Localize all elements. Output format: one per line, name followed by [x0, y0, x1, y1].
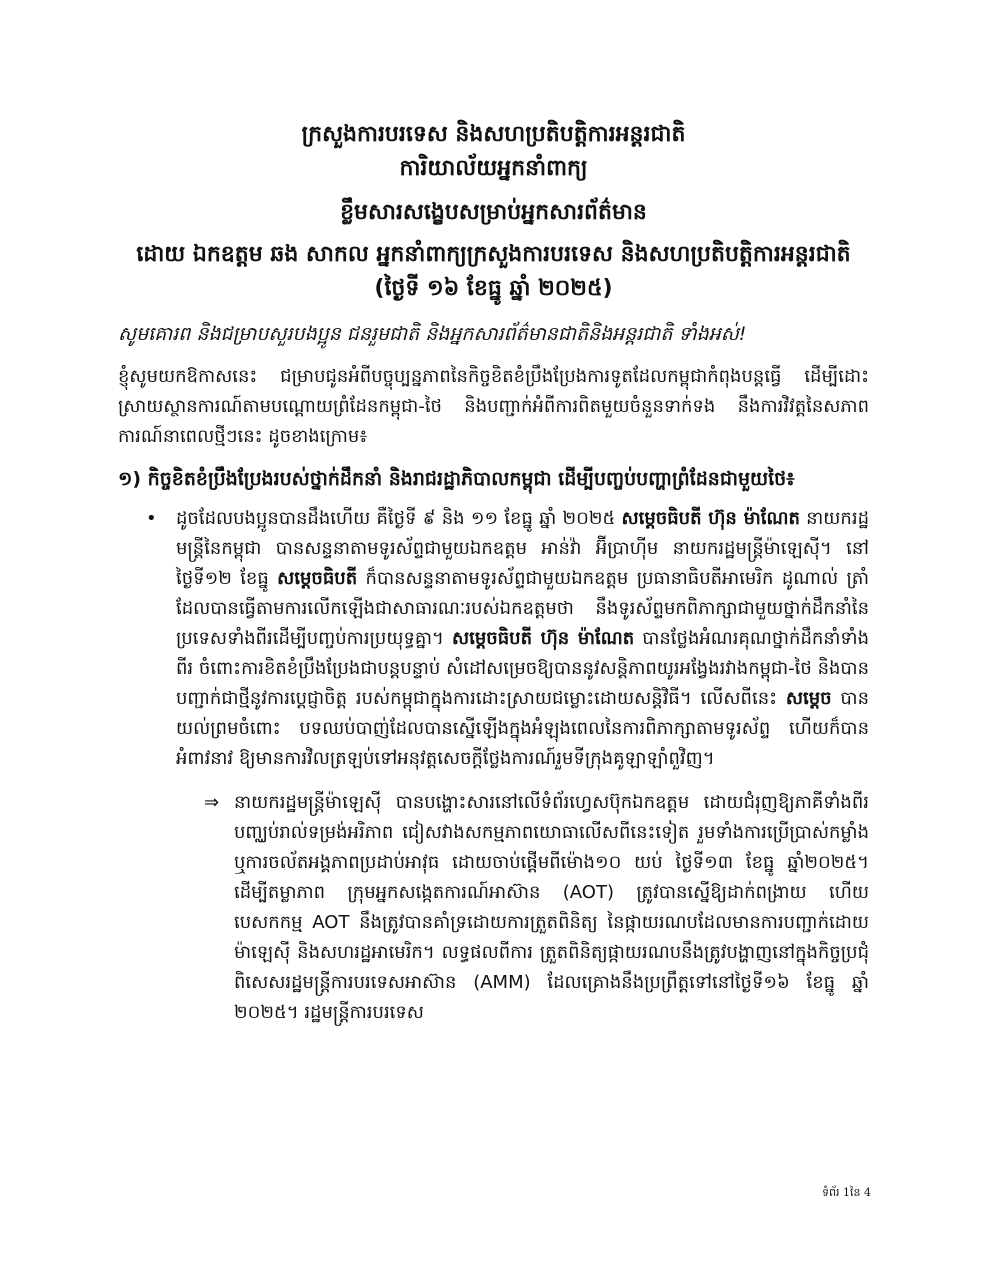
- bullet-item: [146, 504, 869, 774]
- sub-item: [204, 788, 869, 1028]
- byline: ដោយ ឯកឧត្តម ឆង សាកល អ្នកនាំពាក្យក្រសួងការបរទេស និងសហប្រតិបត្តិការអន្តរជាតិ: [136, 242, 851, 267]
- document-date: (ថ្ងៃទី ១៦ ខែធ្នូ ឆ្នាំ ២០២៥): [374, 276, 613, 301]
- intro-paragraph: ខ្ញុំសូមយកឱកាសនេះ ជម្រាបជូនអំពីបច្ចុប្បន្នភាពនៃកិច្ចខិតខំប្រឹងប្រែងការទូតដែលកម្ពុជាកំពុងបន្តធ្វើ ដើម្បីដោះស្រាយស្ថានការណ៍តាមបណ្ដោយព្រំដែនកម្ពុជា-ថៃ និងបញ្ជាក់អំពីការពិតមួយចំនួនទាក់ទង នឹងការវិវត្តនៃសភាពការណ៍នាពេលថ្មីៗនេះ ដូចខាងក្រោម៖: [118, 366, 869, 447]
- office-name: ការិយាល័យអ្នកនាំពាក្យ: [399, 156, 588, 181]
- arrow-icon: ⇒: [204, 792, 220, 813]
- bullet-bold-2: សម្ដេចធិបតី: [277, 568, 358, 589]
- bullet-text-3: ក៏បានសន្ទនាតាមទូរស័ព្ទជាមួយឯកឧត្តម ប្រធានាធិបតីអាមេរិក ដូណាល់ ត្រាំ ដែលបានធ្វើតាមការលើកឡើងជាសាធារណៈរបស់ឯកឧត្តមថា នឹងទូរស័ព្ទមកពិភាក្សាជាមួយថ្នាក់ដឹកនាំនៃប្រទេសទាំងពីរដើម្បីបញ្ចប់ការប្រយុទ្ធគ្នា។: [176, 568, 869, 649]
- bullet-marker: •: [146, 508, 157, 529]
- sub-item-text: នាយករដ្ឋមន្ត្រីម៉ាឡេស៊ី បានបង្ហោះសារនៅលើទំព័រហ្វេសប៊ុកឯកឧត្តម ដោយជំរុញឱ្យភាគីទាំងពីរបញ្ឈប់រាល់ទម្រង់អរិភាព ជៀសវាងសកម្មភាពយោធាលើសពីនេះទៀត រួមទាំងការប្រើប្រាស់កម្លាំង ឬការចល័តអង្គភាពប្រដាប់អាវុធ ដោយចាប់ផ្ដើមពីម៉ោង១០ យប់ ថ្ងៃទី១៣ ខែធ្នូ ឆ្នាំ២០២៥។ ដើម្បីតម្លាភាព ក្រុមអ្នកសង្កេតការណ៍អាស៊ាន (AOT) ត្រូវបានស្នើឱ្យដាក់ពង្រាយ ហើយបេសកកម្ម AOT នឹងត្រូវបានគាំទ្រដោយការត្រួតពិនិត្យ នៃផ្កាយរណបដែលមានការបញ្ជាក់ដោយម៉ាឡេស៊ី និងសហរដ្ឋអាមេរិក។ លទ្ធផលពីការ ត្រួតពិនិត្យផ្កាយរណបនឹងត្រូវបង្ហាញនៅក្នុងកិច្ចប្រជុំពិសេសរដ្ឋមន្ត្រីការបរទេសអាស៊ាន (AMM) ដែលគ្រោងនឹងប្រព្រឹត្តទៅនៅថ្ងៃទី១៦ ខែធ្នូ ឆ្នាំ ២០២៥។ រដ្ឋមន្ត្រីការបរទេស: [234, 792, 869, 1023]
- bullet-bold-3: សម្ដេចធិបតី ហ៊ុន ម៉ាណែត: [452, 628, 635, 649]
- document-title: ខ្លឹមសារសង្ខេបសម្រាប់អ្នកសារព័ត៌មាន: [340, 200, 647, 225]
- bullet-bold-1: សម្ដេចធិបតី ហ៊ុន ម៉ាណែត: [621, 508, 800, 529]
- greeting: សូមគោរព និងជម្រាបសួរបងប្អូន ជនរួមជាតិ និងអ្នកសារព័ត៌មានជាតិនិងអន្តរជាតិ ទាំងអស់!: [118, 323, 747, 345]
- bullet-bold-4: សម្ដេច: [785, 688, 832, 709]
- bullet-text-4: បានថ្លែងអំណរគុណថ្នាក់ដឹកនាំទាំងពីរ ចំពោះការខិតខំប្រឹងប្រែងជាបន្តបន្ទាប់ សំដៅសម្រេចឱ្យបាននូវសន្តិភាពយូរអង្វែងរវាងកម្ពុជា-ថៃ និងបានបញ្ជាក់ជាថ្មីនូវការប្ដេជ្ញាចិត្ត របស់កម្ពុជាក្នុងការដោះស្រាយជម្លោះដោយសន្តិវិធី។ លើសពីនេះ: [176, 628, 869, 709]
- bullet-text-5: បានយល់ព្រមចំពោះ បទឈប់បាញ់ដែលបានស្នើឡើងក្នុងអំឡុងពេលនៃការពិភាក្សាតាមទូរស័ព្ទ ហើយក៏បានអំពាវនាវ ឱ្យមានការវិលត្រឡប់ទៅអនុវត្តសេចក្ដីថ្លែងការណ៍រួមទីក្រុងគូឡាឡាំពួវិញ។: [176, 688, 869, 769]
- page-number: ទំព័រ 1នៃ 4: [822, 1186, 871, 1199]
- bullet-text-1: ដូចដែលបងប្អូនបានដឹងហើយ គឺថ្ងៃទី ៩ និង ១១ ខែធ្នូ ឆ្នាំ ២០២៥: [176, 508, 622, 529]
- section-heading-1: ១) កិច្ចខិតខំប្រឹងប្រែងរបស់ថ្នាក់ដឹកនាំ និងរាជរដ្ឋាភិបាលកម្ពុជា ដើម្បីបញ្ចប់បញ្ហាព្រំដែនជាមួយថៃ៖: [118, 468, 795, 490]
- bullet-text-2: នាយករដ្ឋមន្ត្រីនៃកម្ពុជា បានសន្ទនាតាមទូរស័ព្ទជាមួយឯកឧត្តម អាន់វ៉ា អ៊ីប្រាហ៊ីម នាយករដ្ឋមន្ត្រីម៉ាឡេស៊ី។ នៅថ្ងៃទី១២ ខែធ្នូ: [176, 508, 869, 589]
- ministry-name: ក្រសួងការបរទេស និងសហប្រតិបត្តិការអន្តរជាតិ: [301, 122, 686, 147]
